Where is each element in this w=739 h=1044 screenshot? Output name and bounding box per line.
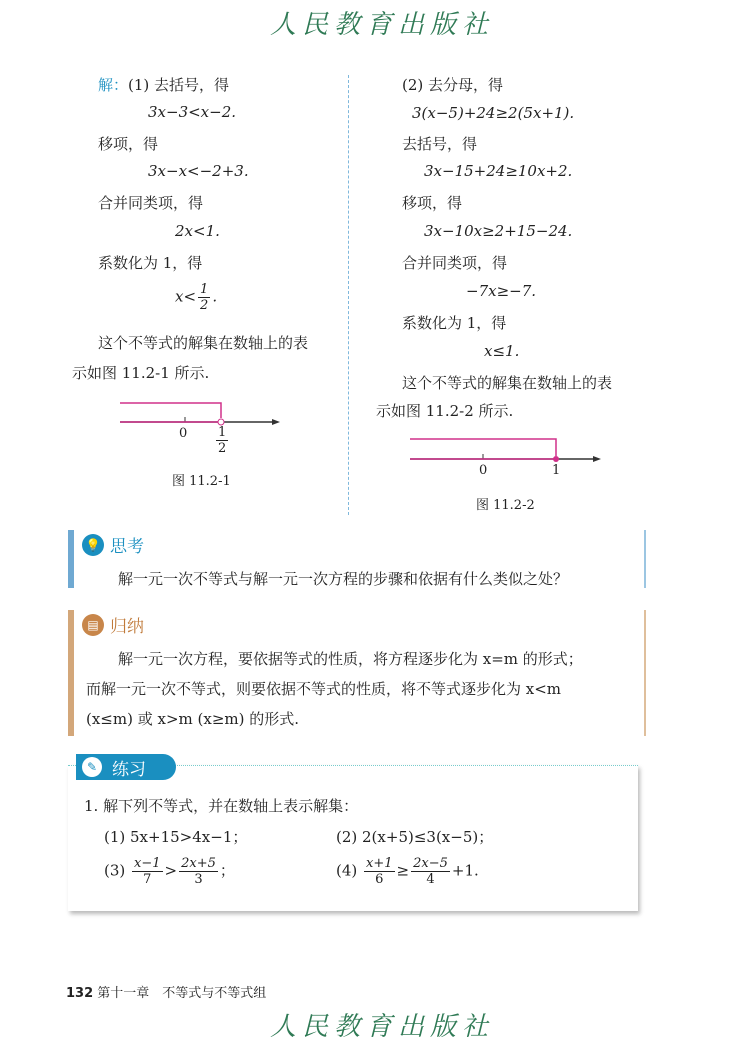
step-text: 移项，得 bbox=[402, 194, 463, 212]
axis-label-zero: 0 bbox=[479, 463, 488, 478]
paragraph: 示如图 11.2-1 所示. bbox=[72, 364, 210, 382]
exercise-item-4: (4) $\frac{x+1}{6}$ ≥ $\frac{2x-5}{4}$ +1. bbox=[336, 856, 479, 887]
lightbulb-icon: 💡 bbox=[82, 534, 104, 556]
axis-label-one: 1 bbox=[552, 463, 561, 478]
publisher-logo: 人民教育出版社 bbox=[270, 10, 495, 40]
paragraph: 示如图 11.2-2 所示. bbox=[376, 402, 514, 420]
exercise-item-1: (1) 5x+15>4x−1； bbox=[104, 828, 248, 846]
exercise-item-2: (2) 2(x+5)≤3(x−5)； bbox=[336, 828, 494, 846]
equation: x< $\frac{1}{2}$ . bbox=[175, 282, 218, 313]
summary-line: 解一元一次方程，要依据等式的性质，将方程逐步化为 x=m 的形式； bbox=[118, 650, 583, 668]
step-text: 系数化为 1，得 bbox=[98, 254, 203, 272]
exercise-question: 1. 解下列不等式，并在数轴上表示解集： bbox=[84, 797, 359, 815]
equation: 3x−x<−2+3. bbox=[148, 162, 249, 180]
summary-line: (x≤m) 或 x>m (x≥m) 的形式. bbox=[86, 710, 300, 728]
step-text: 移项，得 bbox=[98, 135, 159, 153]
equation: 2x<1. bbox=[175, 222, 220, 240]
pencil-icon: ✎ bbox=[82, 757, 102, 777]
equation: 3x−15+24≥10x+2. bbox=[424, 162, 573, 180]
step-text: (1) 去括号，得 bbox=[128, 76, 230, 94]
paragraph: 这个不等式的解集在数轴上的表 bbox=[402, 374, 613, 392]
equation: 3x−10x≥2+15−24. bbox=[424, 222, 573, 240]
publisher-logo-bottom: 人民教育出版社 bbox=[270, 1012, 495, 1042]
page-number: 132 bbox=[66, 986, 94, 1001]
equation: 3x−3<x−2. bbox=[148, 103, 237, 121]
solution-label: 解： bbox=[98, 76, 129, 94]
step-text: 合并同类项，得 bbox=[98, 194, 204, 212]
exercise-title: 练习 bbox=[112, 759, 146, 780]
number-line-11-2-2 bbox=[405, 432, 605, 472]
exercise-item-3: (3) $\frac{x-1}{7}$ > $\frac{2x+5}{3}$ ； bbox=[104, 856, 235, 887]
paragraph: 这个不等式的解集在数轴上的表 bbox=[98, 334, 309, 352]
summary-title: 归纳 bbox=[110, 617, 144, 637]
think-text: 解一元一次不等式与解一元一次方程的步骤和依据有什么类似之处？ bbox=[118, 570, 569, 588]
step-text: (2) 去分母，得 bbox=[402, 76, 504, 94]
step-text: 去括号，得 bbox=[402, 135, 478, 153]
number-line-11-2-1 bbox=[115, 395, 285, 455]
axis-label-half-num: 1 bbox=[218, 425, 227, 440]
equation: 3(x−5)+24≥2(5x+1). bbox=[412, 104, 575, 122]
think-title: 思考 bbox=[110, 537, 144, 557]
equation: x≤1. bbox=[484, 342, 520, 360]
think-box bbox=[68, 530, 646, 588]
step-text: 合并同类项，得 bbox=[402, 254, 508, 272]
axis-label-half-den: 2 bbox=[218, 441, 227, 456]
summary-icon: ▤ bbox=[82, 614, 104, 636]
column-divider bbox=[348, 75, 349, 515]
step-text: 系数化为 1，得 bbox=[402, 314, 507, 332]
equation: −7x≥−7. bbox=[466, 282, 537, 300]
summary-line: 而解一元一次不等式，则要依据不等式的性质，将不等式逐步化为 x<m bbox=[86, 680, 562, 698]
chapter-title: 第十一章 不等式与不等式组 bbox=[97, 986, 267, 1001]
axis-label-zero: 0 bbox=[179, 426, 188, 441]
summary-box bbox=[68, 610, 646, 736]
figure-caption: 图 11.2-1 bbox=[172, 474, 231, 489]
figure-caption: 图 11.2-2 bbox=[476, 498, 535, 513]
exercise-header bbox=[76, 754, 176, 780]
